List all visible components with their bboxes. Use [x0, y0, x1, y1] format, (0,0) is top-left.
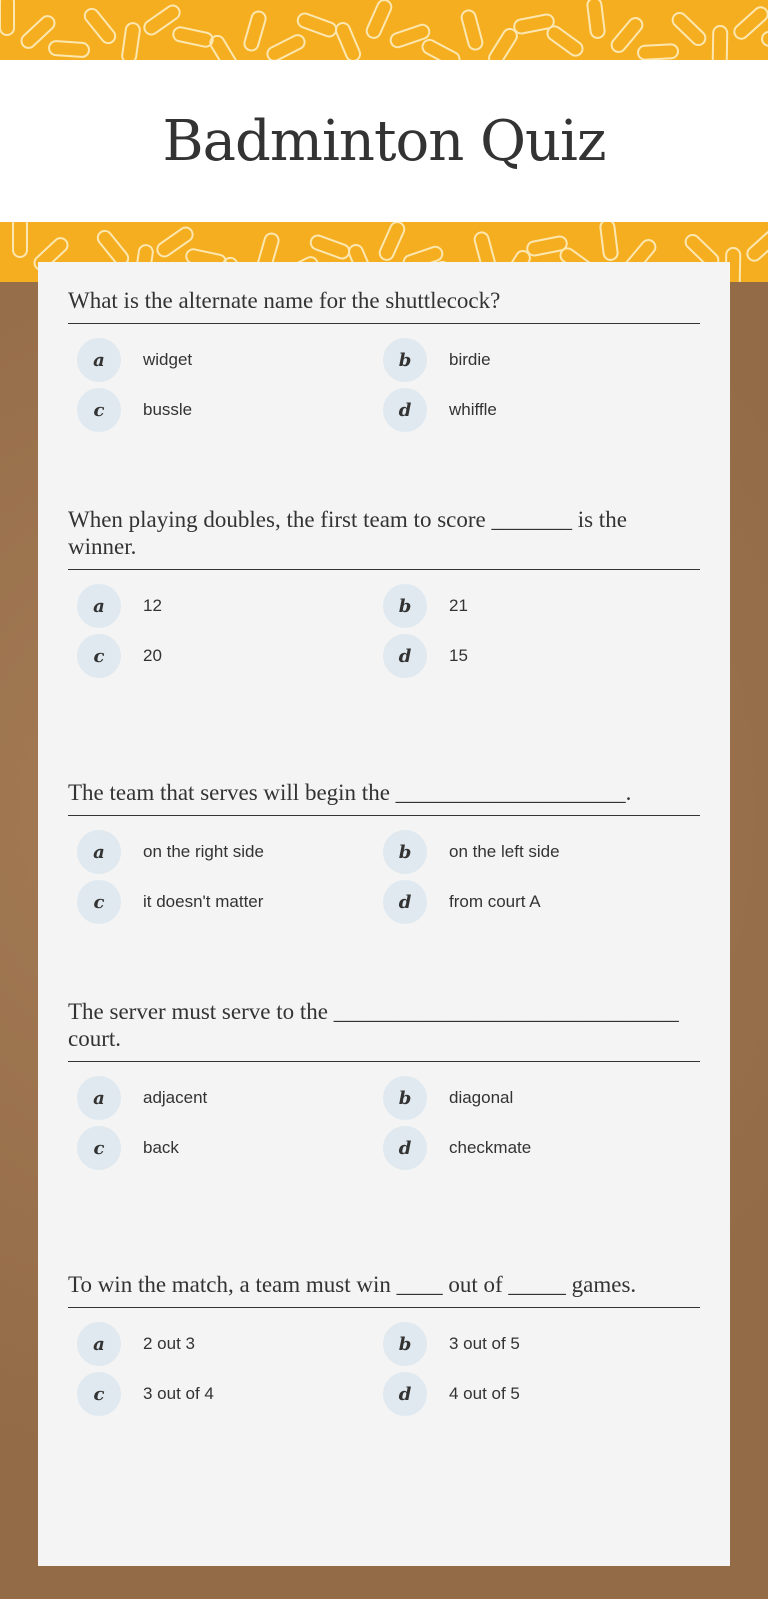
option-text: 3 out of 5 — [449, 1334, 520, 1353]
option-text: from court A — [449, 892, 541, 911]
option-letter-badge: a — [77, 1076, 121, 1120]
question-text: To win the match, a team must win ____ out of _____ games. — [68, 1272, 637, 1297]
divider — [68, 1061, 700, 1062]
option-text: adjacent — [143, 1088, 208, 1107]
option-text: 21 — [449, 596, 468, 615]
option-letter-badge: c — [77, 1126, 121, 1170]
option-c[interactable] — [77, 880, 263, 924]
option-d[interactable] — [383, 880, 541, 924]
question-5 — [68, 1242, 700, 1488]
option-d[interactable] — [383, 1372, 520, 1416]
option-c[interactable] — [77, 388, 192, 432]
question-title-box — [68, 504, 700, 569]
question-title-box — [68, 258, 700, 323]
option-letter-badge: b — [383, 1076, 427, 1120]
option-text: widget — [143, 350, 193, 369]
option-d[interactable] — [383, 388, 497, 432]
option-b[interactable] — [383, 1076, 513, 1120]
option-letter-badge: b — [383, 584, 427, 628]
option-letter-badge: c — [77, 1372, 121, 1416]
option-letter-badge: d — [383, 880, 427, 924]
option-text: 15 — [449, 646, 468, 665]
option-a[interactable] — [77, 830, 264, 874]
option-letter-badge: a — [77, 338, 121, 382]
option-c[interactable] — [77, 634, 162, 678]
option-text: bussle — [143, 400, 193, 419]
option-d[interactable] — [383, 1126, 531, 1170]
option-a[interactable] — [77, 1076, 207, 1120]
quiz-card — [38, 262, 730, 1566]
option-text: on the right side — [143, 842, 264, 861]
option-text: birdie — [449, 350, 491, 369]
option-text: checkmate — [449, 1138, 532, 1157]
question-title-box — [68, 1242, 700, 1307]
option-text: 12 — [143, 596, 162, 615]
title-area — [0, 60, 768, 222]
option-c[interactable] — [77, 1126, 179, 1170]
option-letter-badge: a — [77, 830, 121, 874]
question-text: What is the alternate name for the shuttlecock? — [68, 288, 501, 313]
divider — [68, 815, 700, 816]
option-d[interactable] — [383, 634, 468, 678]
option-b[interactable] — [383, 1322, 520, 1366]
question-1 — [68, 258, 700, 504]
question-text: The server must serve to the ______________________________ court. — [68, 999, 679, 1051]
option-letter-badge: c — [77, 634, 121, 678]
option-c[interactable] — [77, 1372, 214, 1416]
question-text: When playing doubles, the first team to score _______ is the winner. — [68, 507, 627, 559]
option-letter-badge: a — [77, 1322, 121, 1366]
question-2 — [68, 504, 700, 750]
divider — [68, 1307, 700, 1308]
header-pattern-band — [0, 0, 768, 60]
option-a[interactable] — [77, 338, 192, 382]
option-a[interactable] — [77, 1322, 195, 1366]
option-text: 2 out 3 — [143, 1334, 195, 1353]
page-title: Badminton Quiz — [162, 108, 606, 174]
option-text: it doesn't matter — [143, 892, 264, 911]
option-b[interactable] — [383, 584, 468, 628]
option-a[interactable] — [77, 584, 162, 628]
paperclip-pattern — [0, 0, 768, 60]
option-letter-badge: d — [383, 634, 427, 678]
option-text: on the left side — [449, 842, 560, 861]
question-title-box — [68, 750, 700, 815]
option-letter-badge: d — [383, 1126, 427, 1170]
option-letter-badge: b — [383, 1322, 427, 1366]
question-4 — [68, 996, 700, 1242]
option-text: 3 out of 4 — [143, 1384, 214, 1403]
question-title-box — [68, 996, 700, 1061]
option-text: back — [143, 1138, 179, 1157]
question-text: The team that serves will begin the ____________________. — [68, 780, 632, 805]
question-3 — [68, 750, 700, 996]
option-letter-badge: c — [77, 388, 121, 432]
option-b[interactable] — [383, 830, 560, 874]
option-text: 4 out of 5 — [449, 1384, 520, 1403]
divider — [68, 569, 700, 570]
option-letter-badge: a — [77, 584, 121, 628]
option-text: whiffle — [449, 400, 497, 419]
option-letter-badge: d — [383, 388, 427, 432]
option-letter-badge: b — [383, 830, 427, 874]
option-b[interactable] — [383, 338, 491, 382]
option-letter-badge: b — [383, 338, 427, 382]
option-letter-badge: d — [383, 1372, 427, 1416]
option-text: diagonal — [449, 1088, 514, 1107]
option-letter-badge: c — [77, 880, 121, 924]
option-text: 20 — [143, 646, 162, 665]
divider — [68, 323, 700, 324]
